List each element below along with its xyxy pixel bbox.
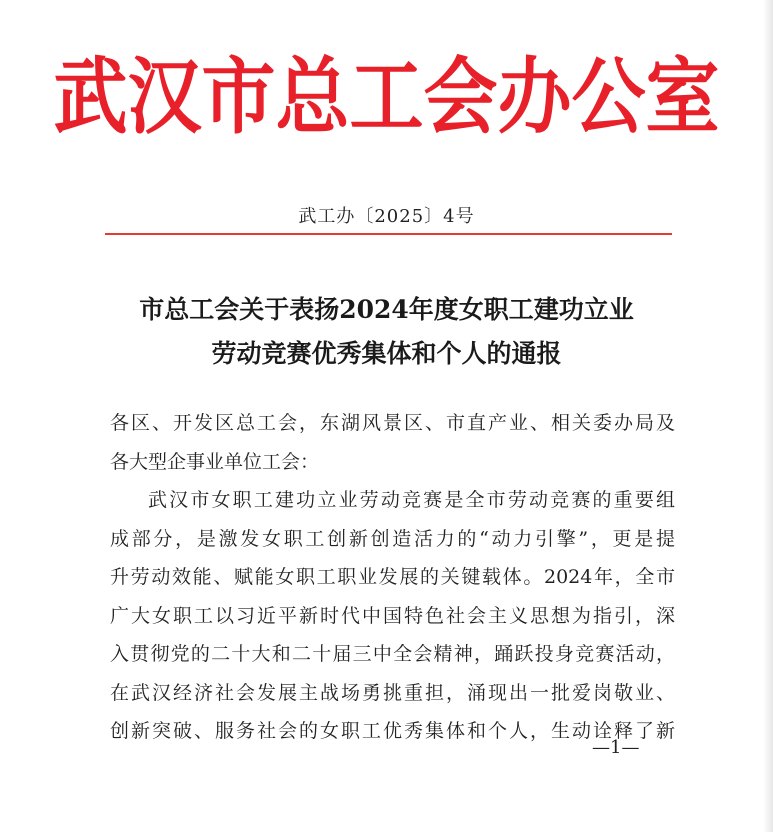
- paragraph-line-4: 广大女职工以习近平新时代中国特色社会主义思想为指引，深: [110, 604, 675, 627]
- notice-title-line-2: 劳动竞赛优秀集体和个人的通报: [211, 339, 562, 368]
- red-divider-line: [105, 233, 672, 235]
- paragraph-line-5: 入贯彻党的二十大和二十届三中全会精神，踊跃投身竞赛活动，: [110, 643, 675, 665]
- notice-title-line-1: 市总工会关于表扬2024年度女职工建功立业: [139, 295, 634, 324]
- document-body: [110, 404, 675, 751]
- paragraph-line-6: 在武汉经济社会发展主战场勇挑重担，涌现出一批爱岗敬业、: [110, 681, 675, 704]
- paragraph-line-1: 武汉市女职工建功立业劳动竞赛是全市劳动竞赛的重要组: [148, 489, 675, 511]
- paragraph-line-3: 升劳动效能、赋能女职工职业发展的关键载体。2024年，全市: [110, 566, 675, 588]
- salutation-line-2: 各大型企事业单位工会：: [110, 450, 320, 473]
- document-number: 武工办〔2025〕4号: [298, 206, 475, 227]
- notice-title: [0, 288, 773, 376]
- page-edge-shadow: [763, 0, 773, 832]
- paragraph-line-2: 成部分，是激发女职工创新创造活力的“动力引擎”，更是提: [110, 527, 675, 550]
- page-number: —1—: [592, 737, 640, 758]
- salutation-line-1: 各区、开发区总工会，东湖风景区、市直产业、相关委办局及: [110, 412, 675, 434]
- paragraph-line-7: 创新突破、服务社会的女职工优秀集体和个人，生动诠释了新: [110, 720, 675, 742]
- masthead-title: 武汉市总工会办公室: [53, 49, 720, 146]
